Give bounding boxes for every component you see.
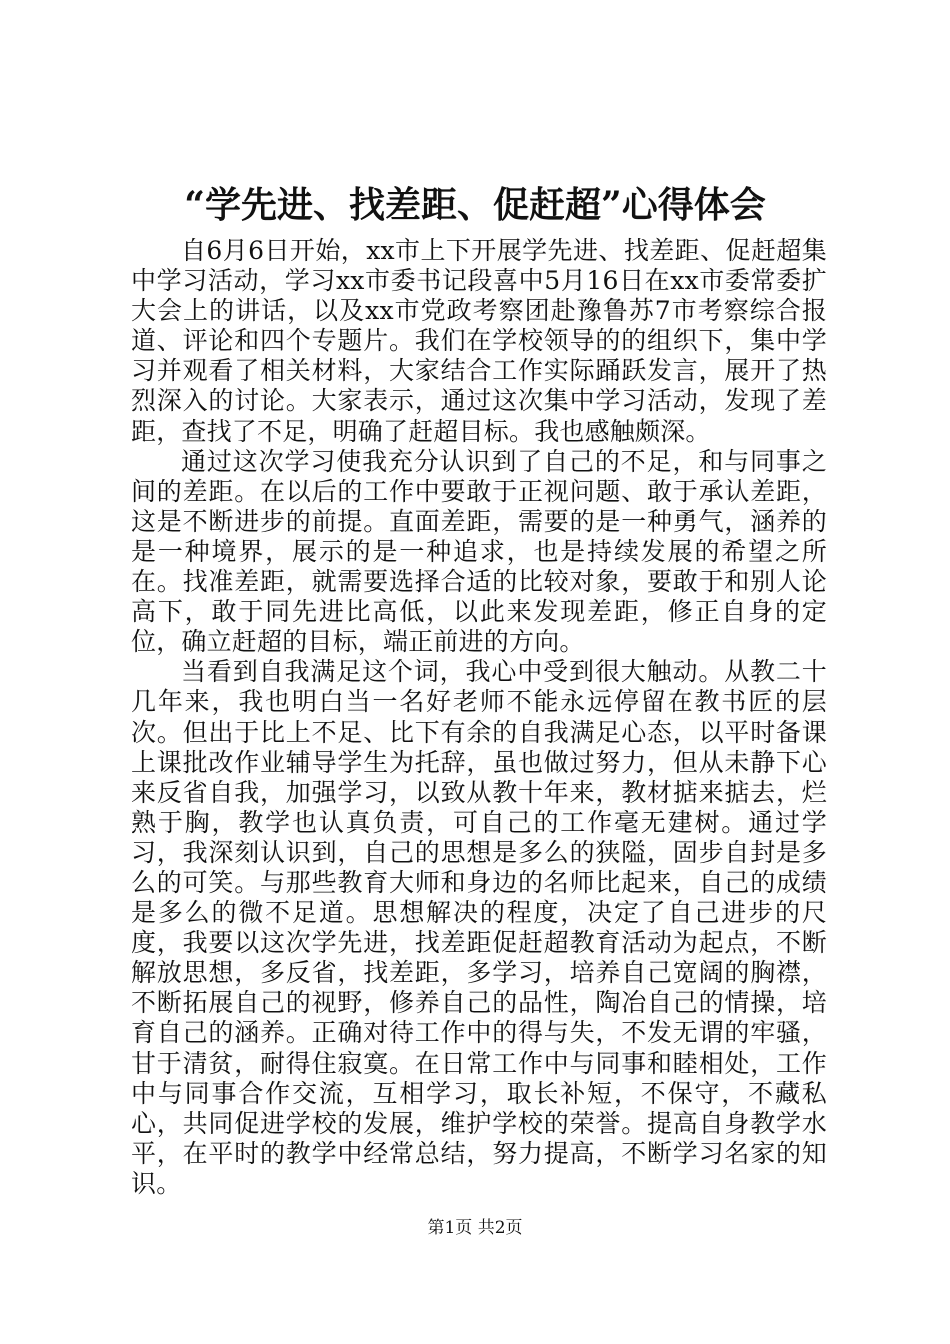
page-footer: 第1页 共2页 (427, 1218, 523, 1238)
paragraph-2: 通过这次学习使我充分认识到了自己的不足，和与同事之间的差距。在以后的工作中要敢于正视问题、敢于承认差距，这是不断进步的前提。直面差距，需要的是一种勇气，涵养的是一种境界，展示的是一种追求，也是持续发展的希望之所在。找准差距，就需要选择合适的比较对象，要敢于和别人论高下，敢于同先进比高低，以此来发现差距，修正自身的定位，确立赶超的目标，端正前进的方向。 (131, 446, 827, 657)
paragraph-3: 当看到自我满足这个词，我心中受到很大触动。从教二十几年来，我也明白当一名好老师不能永远停留在教书匠的层次。但出于比上不足、比下有余的自我满足心态，以平时备课上课批改作业辅导学生为托辞，虽也做过努力，但从未静下心来反省自我，加强学习，以致从教十年来，教材掂来掂去，烂熟于胸，教学也认真负责，可自己的工作毫无建树。通过学习，我深刻认识到，自己的思想是多么的狭隘，固步自封是多么的可笑。与那些教育大师和身边的名师比起来，自己的成绩是多么的微不足道。思想解决的程度，决定了自己进步的尺度，我要以这次学先进，找差距促赶超教育活动为起点，不断解放思想，多反省，找差距，多学习，培养自己宽阔的胸襟，不断拓展自己的视野，修养自己的品性，陶冶自己的情操，培育自己的涵养。正确对待工作中的得与失，不发无谓的牢骚，甘于清贫，耐得住寂寞。在日常工作中与同事和睦相处，工作中与同事合作交流，互相学习，取长补短，不保守，不藏私心，共同促进学校的发展，维护学校的荣誉。提高自身教学水平，在平时的教学中经常总结，努力提高，不断学习名家的知识。 (131, 657, 827, 1198)
paragraph-1: 自6月6日开始，xx市上下开展学先进、找差距、促赶超集中学习活动，学习xx市委书记段喜中5月16日在xx市委常委扩大会上的讲话，以及xx市党政考察团赴豫鲁苏7市考察综合报道、评论和四个专题片。我们在学校领导的的组织下，集中学习并观看了相关材料，大家结合工作实际踊跃发言，展开了热烈深入的讨论。大家表示，通过这次集中学习活动，发现了差距，查找了不足，明确了赶超目标。我也感触颇深。 (131, 236, 827, 446)
document-title: “学先进、找差距、促赶超”心得体会 (184, 184, 766, 226)
document-body (131, 236, 827, 1199)
